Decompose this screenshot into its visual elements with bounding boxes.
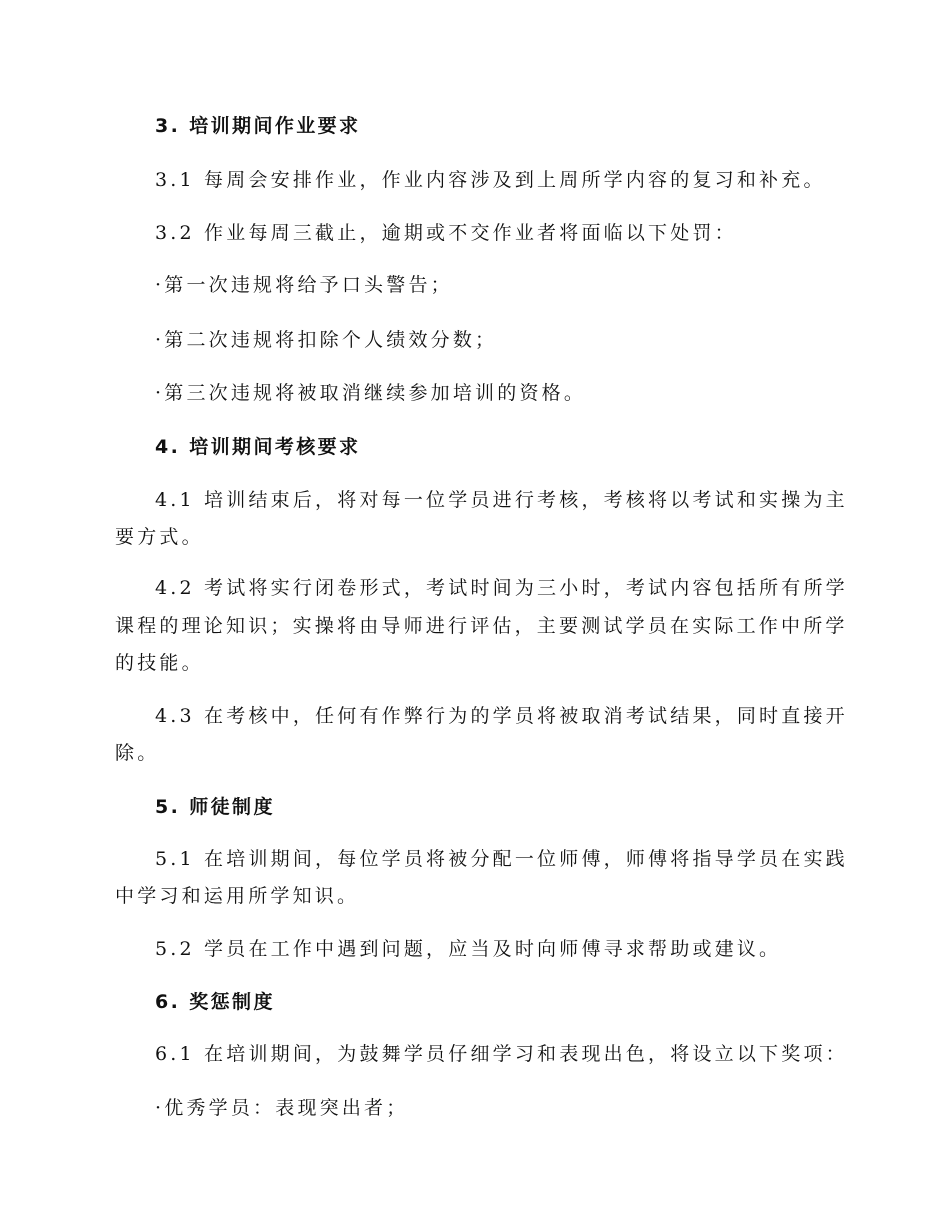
paragraph-6-1: 6.1 在培训期间，为鼓舞学员仔细学习和表现出色，将设立以下奖项： bbox=[155, 1043, 848, 1065]
list-item: ·第三次违规将被取消继续参加培训的资格。 bbox=[155, 382, 587, 404]
paragraph-5-2: 5.2 学员在工作中遇到问题，应当及时向师傅寻求帮助或建议。 bbox=[155, 938, 782, 960]
section-4-heading: 4. 培训期间考核要求 bbox=[155, 436, 361, 458]
list-item: ·优秀学员：表现突出者； bbox=[155, 1097, 409, 1119]
list-item: ·第一次违规将给予口头警告； bbox=[155, 274, 453, 296]
paragraph-4-2-line-3: 的技能。 bbox=[115, 652, 204, 674]
section-3-heading: 3. 培训期间作业要求 bbox=[155, 115, 361, 137]
section-6-heading: 6. 奖惩制度 bbox=[155, 991, 275, 1013]
paragraph-5-1-line-1: 5.1 在培训期间，每位学员将被分配一位师傅，师傅将指导学员在实践 bbox=[155, 848, 848, 870]
paragraph-4-1-line-2: 要方式。 bbox=[115, 526, 204, 548]
paragraph-3-2: 3.2 作业每周三截止，逾期或不交作业者将面临以下处罚： bbox=[155, 222, 737, 244]
paragraph-4-3-line-2: 除。 bbox=[115, 742, 160, 764]
paragraph-4-3-line-1: 4.3 在考核中，任何有作弊行为的学员将被取消考试结果，同时直接开 bbox=[155, 705, 848, 727]
list-item: ·第二次违规将扣除个人绩效分数； bbox=[155, 329, 498, 351]
section-5-heading: 5. 师徒制度 bbox=[155, 796, 275, 818]
paragraph-3-1: 3.1 每周会安排作业，作业内容涉及到上周所学内容的复习和补充。 bbox=[155, 169, 826, 191]
paragraph-5-1-line-2: 中学习和运用所学知识。 bbox=[115, 885, 360, 907]
paragraph-4-2-line-1: 4.2 考试将实行闭卷形式，考试时间为三小时，考试内容包括所有所学 bbox=[155, 577, 848, 599]
paragraph-4-1-line-1: 4.1 培训结束后，将对每一位学员进行考核，考核将以考试和实操为主 bbox=[155, 489, 848, 511]
paragraph-4-2-line-2: 课程的理论知识；实操将由导师进行评估，主要测试学员在实际工作中所学 bbox=[115, 615, 848, 637]
